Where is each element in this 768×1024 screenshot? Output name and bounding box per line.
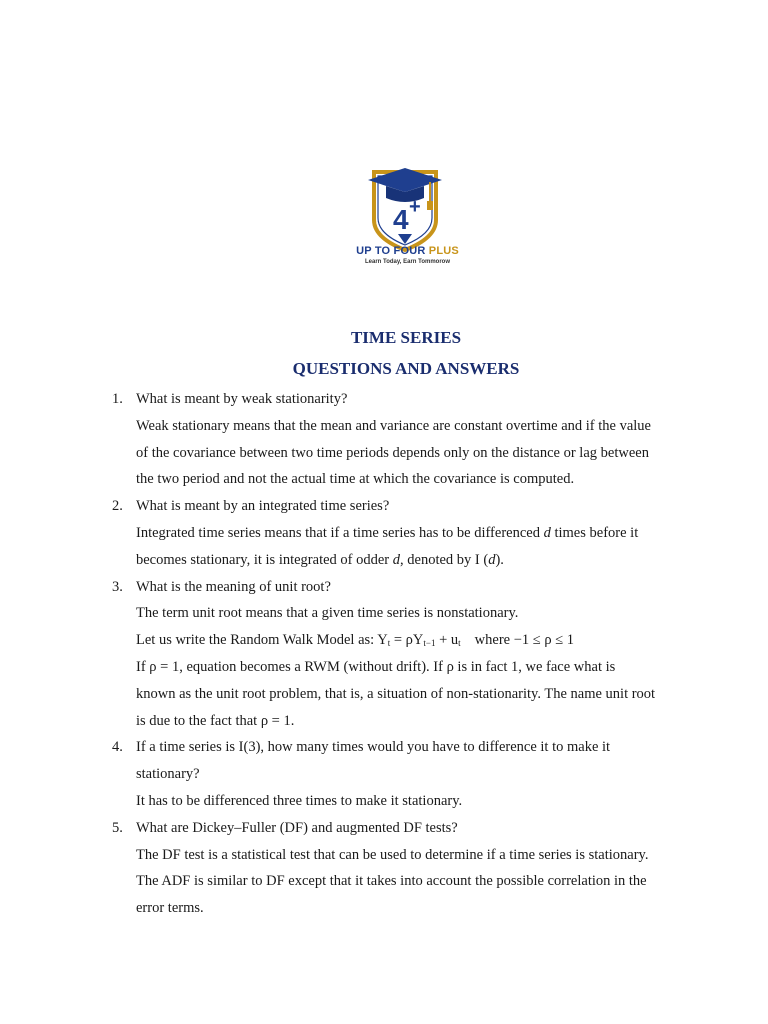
brand-name [350, 245, 465, 257]
page-subtitle: QUESTIONS AND ANSWERS [292, 359, 520, 378]
page-title: TIME SERIES [350, 328, 462, 347]
random-walk-model: Let us write the Random Walk Model as: $Y_t = \rho Y_{t-1} + u_t$ where −1 ≤ ρ ≤ 1 [136, 632, 575, 649]
item-number: 3. [112, 578, 123, 595]
badge-number: 4 [393, 204, 409, 235]
item-number: 5. [112, 819, 123, 836]
answer-3-line-5: is due to the fact that ρ = 1. [136, 712, 295, 729]
answer-3-line-4: known as the unit root problem, that is, a situation of non-stationarity. The name unit root [136, 685, 656, 702]
item-number: 2. [112, 498, 123, 515]
brand-plus: PLUS [428, 245, 459, 257]
answer-1-line-1: Weak stationary means that the mean and variance are constant overtime and if the value [136, 417, 651, 434]
item-number: 1. [112, 391, 123, 407]
answer-1-line-3: the two period and not the actual time at which the covariance is computed. [136, 471, 575, 488]
brand-main: UP TO FOUR [356, 245, 426, 257]
brand-tagline: Learn Today, Earn Tommorow [364, 259, 450, 265]
question-4-line-2: stationary? [136, 766, 200, 783]
question-2: What is meant by an integrated time series? [136, 498, 390, 515]
question-1: What is meant by weak stationarity? [136, 391, 348, 407]
item-number: 4. [112, 739, 123, 756]
answer-5-line-3: error terms. [136, 900, 204, 917]
answer-2-line-2: becomes stationary, it is integrated of odder d, denoted by I (d). [136, 551, 504, 568]
answer-3-line-3: If ρ = 1, equation becomes a RWM (without drift). If ρ is in fact 1, we face what is [136, 659, 616, 675]
answer-5-line-1: The DF test is a statistical test that can be used to determine if a time series is stationary. [136, 846, 649, 863]
badge-plus: + [409, 196, 421, 218]
question-3: What is the meaning of unit root? [136, 578, 331, 595]
answer-2-line-1: Integrated time series means that if a time series has to be differenced d times before it [136, 525, 639, 541]
question-5: What are Dickey–Fuller (DF) and augmented DF tests? [136, 819, 458, 836]
answer-1-line-2: of the covariance between two time periods depends only on the distance or lag between [136, 444, 649, 461]
answer-3-line-1: The term unit root means that a given time series is nonstationary. [136, 605, 519, 622]
answer-5-line-2: The ADF is similar to DF except that it takes into account the possible correlation in the [136, 873, 647, 890]
question-4-line-1: If a time series is I(3), how many times would you have to difference it to make it [136, 739, 611, 756]
answer-4: It has to be differenced three times to make it stationary. [136, 793, 463, 809]
